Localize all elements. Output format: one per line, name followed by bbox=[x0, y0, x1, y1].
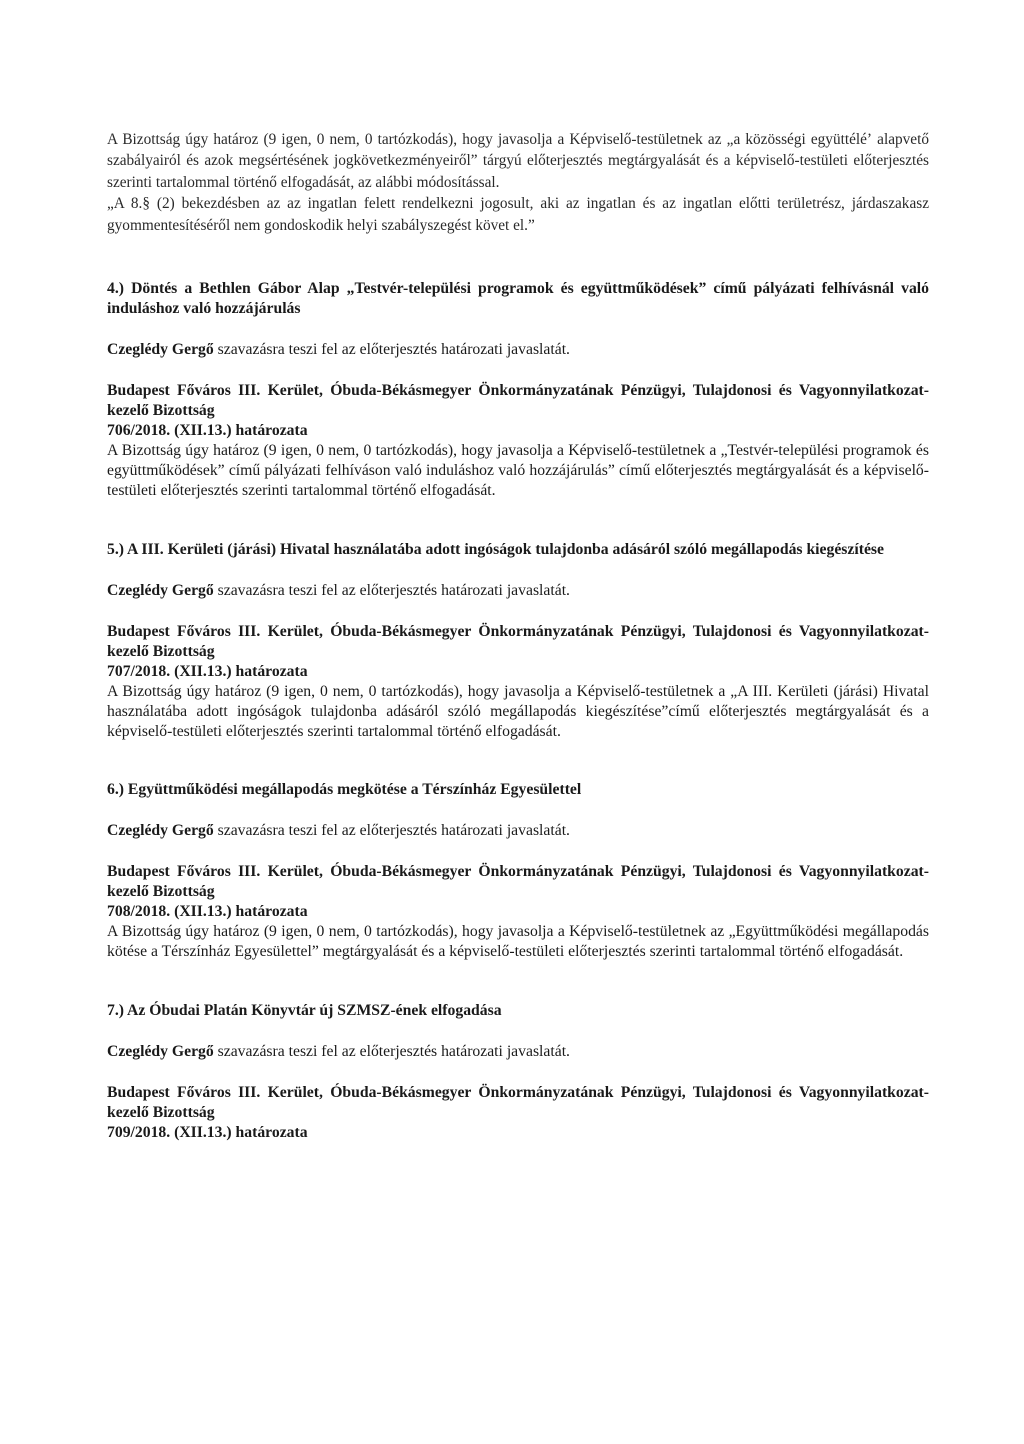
agenda-item-heading: 6.) Együttműködési megállapodás megkötése a Térszínház Egyesülettel bbox=[107, 781, 582, 799]
committee-name: Budapest Főváros III. Kerület, Óbuda-Békásmegyer Önkormányzatának Pénzügyi, Tulajdonosi és Vagyonnyilatkozat-kezelő Bizottság bbox=[107, 382, 929, 420]
committee-name: Budapest Főváros III. Kerület, Óbuda-Békásmegyer Önkormányzatának Pénzügyi, Tulajdonosi és Vagyonnyilatkozat-kezelő Bizottság bbox=[107, 1083, 929, 1121]
vote-call bbox=[107, 340, 929, 360]
committee-name: Budapest Főváros III. Kerület, Óbuda-Békásmegyer Önkormányzatának Pénzügyi, Tulajdonosi és Vagyonnyilatkozat-kezelő Bizottság bbox=[107, 622, 929, 660]
vote-call bbox=[107, 1042, 929, 1062]
chair-name: Czeglédy Gergő bbox=[107, 1042, 214, 1060]
resolution-number: 708/2018. (XII.13.) határozata bbox=[107, 903, 308, 921]
chair-name: Czeglédy Gergő bbox=[107, 341, 214, 359]
resolution-block bbox=[107, 862, 929, 962]
amendment-paragraph: „A 8.§ (2) bekezdésben az az ingatlan felett rendelkezni jogosult, aki az ingatlan és az ingatlan előtti területrész, járdaszakasz gyommentesítéséről nem gondoskodik helyi szabályszegést követ el.” bbox=[107, 195, 929, 234]
agenda-item-heading: 5.) A III. Kerületi (járási) Hivatal használatába adott ingóságok tulajdonba adásáról szóló megállapodás kiegészítése bbox=[107, 540, 884, 558]
resolution-block bbox=[107, 1083, 929, 1143]
resolution-block bbox=[107, 381, 929, 502]
vote-call-text: szavazásra teszi fel az előterjesztés határozati javaslatát. bbox=[217, 341, 570, 359]
resolution-number: 707/2018. (XII.13.) határozata bbox=[107, 662, 308, 680]
agenda-item-heading: 7.) Az Óbudai Platán Könyvtár új SZMSZ-ének elfogadása bbox=[107, 1001, 502, 1019]
document-content bbox=[107, 129, 929, 1143]
resolution-block bbox=[107, 622, 929, 743]
chair-name: Czeglédy Gergő bbox=[107, 822, 214, 840]
agenda-item-4 bbox=[107, 279, 929, 502]
chair-name: Czeglédy Gergő bbox=[107, 581, 214, 599]
vote-call-text: szavazásra teszi fel az előterjesztés határozati javaslatát. bbox=[217, 581, 570, 599]
resolution-text: A Bizottság úgy határoz (9 igen, 0 nem, 0 tartózkodás), hogy javasolja a Képviselő-testületnek a „Testvér-települési programok és együttműködések” című pályázati felhíváson való induláshoz való hozzájárulás” című előterjesztés megtárgyalását és a képviselő-testületi előterjesztés szerinti tartalommal történő elfogadását. bbox=[107, 442, 929, 500]
agenda-item-heading: 4.) Döntés a Bethlen Gábor Alap „Testvér-települési programok és együttműködések” című pályázati felhívásnál való induláshoz való hozzájárulás bbox=[107, 280, 929, 318]
vote-call-text: szavazásra teszi fel az előterjesztés határozati javaslatát. bbox=[217, 822, 570, 840]
resolution-text: A Bizottság úgy határoz (9 igen, 0 nem, 0 tartózkodás), hogy javasolja a Képviselő-testületnek a „A III. Kerületi (járási) Hivatal használatába adott ingóságok tulajdonba adásáról szóló megállapodás kiegészítése”című előterjesztés megtárgyalását és a képviselő-testületi előterjesztés szerinti tartalommal történő elfogadását. bbox=[107, 682, 929, 741]
agenda-item-6 bbox=[107, 780, 929, 962]
intro-paragraph: A Bizottság úgy határoz (9 igen, 0 nem, 0 tartózkodás), hogy javasolja a Képviselő-testületnek az „a közösségi együttéléʼ alapvető szabályairól és azok megsértésének jogkövetkezményeiről” tárgyú előterjesztés megtárgyalását és a képviselő-testületi előterjesztés szerinti tartalommal történő elfogadását, az alábbi módosítással. bbox=[107, 131, 929, 191]
vote-call bbox=[107, 581, 929, 601]
vote-call bbox=[107, 821, 929, 841]
committee-name: Budapest Főváros III. Kerület, Óbuda-Békásmegyer Önkormányzatának Pénzügyi, Tulajdonosi és Vagyonnyilatkozat-kezelő Bizottság bbox=[107, 863, 929, 901]
vote-call-text: szavazásra teszi fel az előterjesztés határozati javaslatát. bbox=[217, 1042, 570, 1060]
agenda-item-7 bbox=[107, 1001, 929, 1143]
agenda-item-5 bbox=[107, 540, 929, 743]
resolution-number: 706/2018. (XII.13.) határozata bbox=[107, 422, 308, 440]
resolution-number: 709/2018. (XII.13.) határozata bbox=[107, 1123, 308, 1141]
resolution-text: A Bizottság úgy határoz (9 igen, 0 nem, 0 tartózkodás), hogy javasolja a Képviselő-testületnek az „Együttműködési megállapodás kötése a Térszínház Egyesülettel” megtárgyalását és a képviselő-testületi előterjesztés szerinti tartalommal történő elfogadását. bbox=[107, 923, 929, 961]
